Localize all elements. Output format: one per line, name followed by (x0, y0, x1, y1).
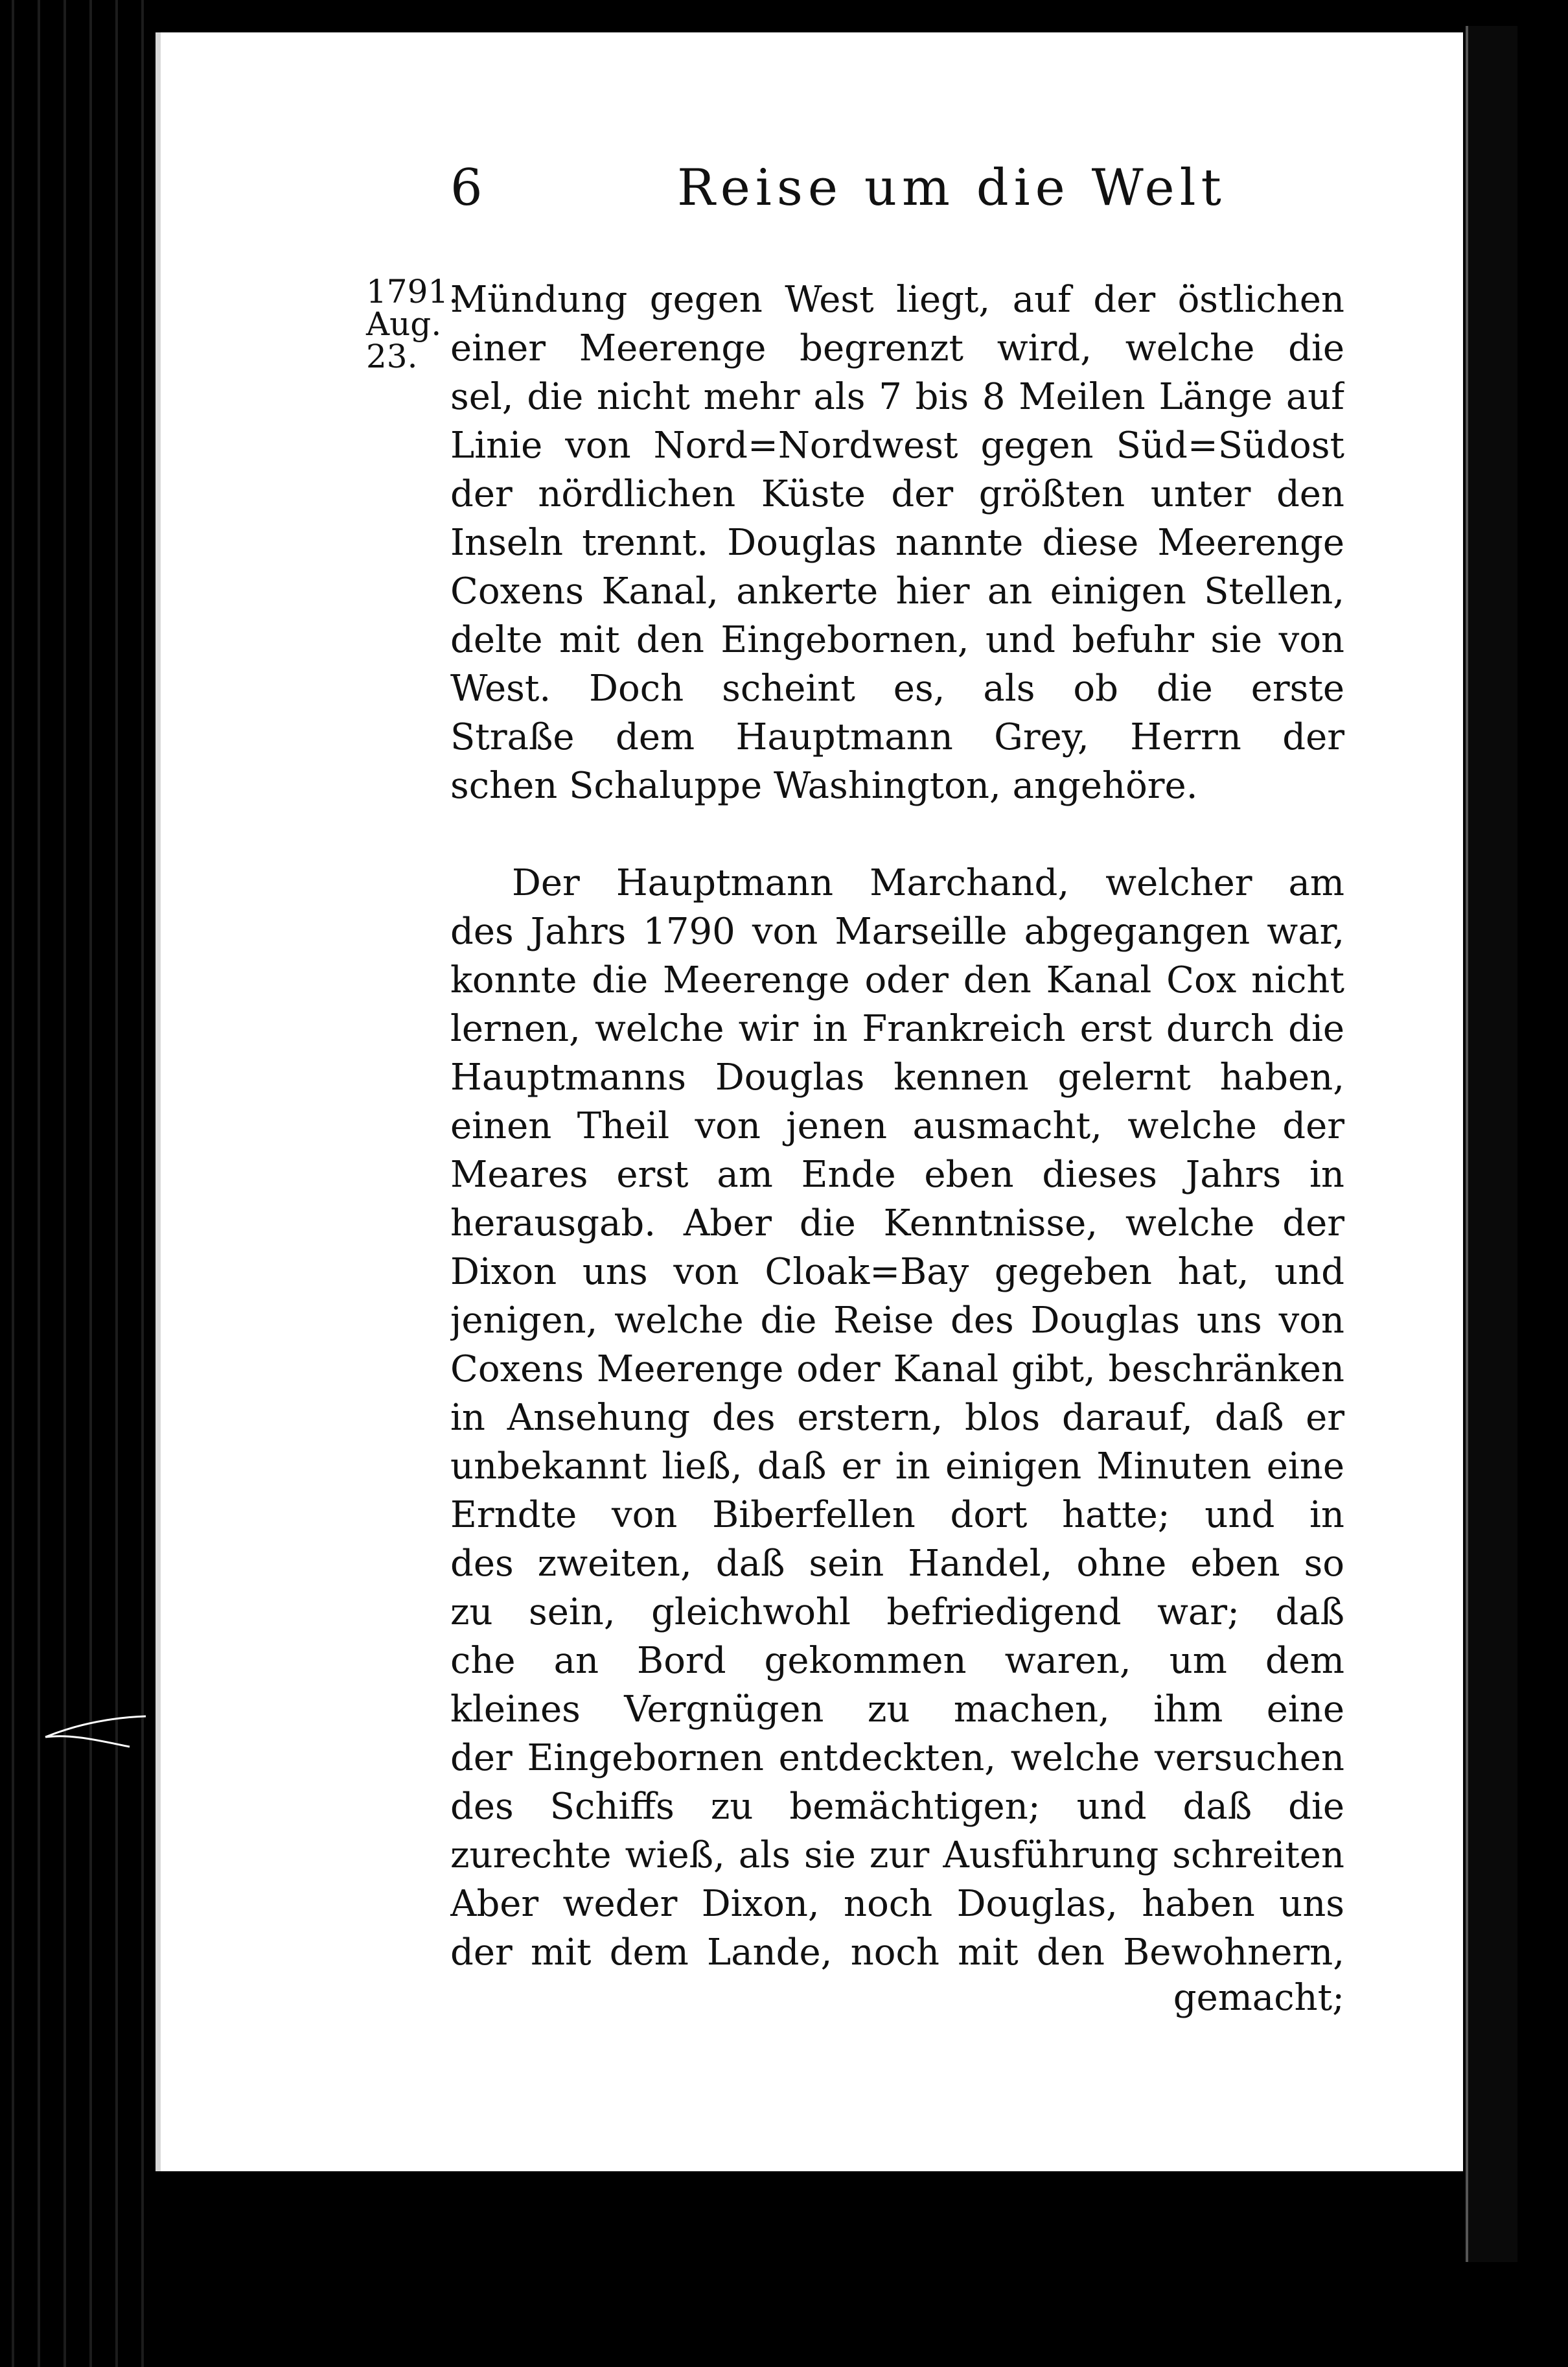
page-number: 6 (450, 159, 483, 217)
text-line: Aber weder Dixon, noch Douglas, haben uns (450, 1883, 1344, 1925)
text-line: des zweiten, daß sein Handel, ohne eben so (450, 1543, 1344, 1585)
text-line: der mit dem Lande, noch mit den Bewohnern, (450, 1931, 1344, 1974)
text-line: der nördlichen Küste der größten unter den (450, 473, 1344, 515)
catchword: gemacht; (1173, 1977, 1344, 2019)
text-line: zu sein, gleichwohl befriedigend war; daß (450, 1591, 1344, 1633)
body-text (450, 275, 1344, 1977)
facing-page-edge (1466, 26, 1520, 2262)
text-line: der Eingebornen entdeckten, welche versuchen (450, 1737, 1344, 1779)
text-line: West. Doch scheint es, als ob die erste (450, 668, 1344, 710)
text-line: einer Meerenge begrenzt wird, welche die (450, 327, 1344, 369)
text-line: Erndte von Biberfellen dort hatte; und in (450, 1494, 1344, 1536)
text-line: Coxens Kanal, ankerte hier an einigen Stellen, (450, 570, 1344, 612)
text-line: sel, die nicht mehr als 7 bis 8 Meilen Länge auf (450, 376, 1344, 418)
text-line: unbekannt ließ, daß er in einigen Minuten eine (450, 1445, 1344, 1487)
page-curl-mark (39, 1711, 149, 1750)
text-line: Linie von Nord=Nordwest gegen Süd=Südost (450, 425, 1344, 467)
text-line: Meares erst am Ende eben dieses Jahrs in (450, 1154, 1344, 1196)
paragraph-1 (450, 275, 1344, 810)
text-line: delte mit den Eingebornen, und befuhr sie von (450, 619, 1344, 661)
page-header (450, 159, 1344, 230)
text-line: Straße dem Hauptmann Grey, Herrn der (450, 716, 1344, 758)
margin-date-note (366, 273, 459, 375)
text-line: herausgab. Aber die Kenntnisse, welche der (450, 1202, 1344, 1244)
running-title: Reise um die Welt (677, 159, 1227, 217)
text-line: Inseln trennt. Douglas nannte diese Meerenge (450, 522, 1344, 564)
book-spine (0, 0, 156, 2367)
text-line: konnte die Meerenge oder den Kanal Cox nicht (450, 959, 1344, 1001)
margin-year: 1791. (366, 273, 459, 310)
text-line: einen Theil von jenen ausmacht, welche der (450, 1105, 1344, 1147)
text-line: lernen, welche wir in Frankreich erst durch die (450, 1008, 1344, 1050)
text-line: schen Schaluppe Washington, angehöre. (450, 765, 1198, 807)
text-line: Mündung gegen West liegt, auf der östlichen (450, 279, 1344, 321)
text-line: jenigen, welche die Reise des Douglas uns von (450, 1300, 1344, 1342)
text-line: in Ansehung des erstern, blos darauf, daß er (450, 1397, 1344, 1439)
text-line: des Jahrs 1790 von Marseille abgegangen war, (450, 911, 1344, 953)
paragraph-gap (450, 810, 1344, 859)
paragraph-2 (450, 859, 1344, 1977)
text-line: Coxens Meerenge oder Kanal gibt, beschränken (450, 1348, 1344, 1390)
right-border (1517, 0, 1568, 2367)
text-line: Dixon uns von Cloak=Bay gegeben hat, und (450, 1251, 1344, 1293)
text-line: des Schiffs zu bemächtigen; und daß die (450, 1786, 1344, 1828)
margin-month: Aug. (366, 305, 442, 343)
margin-day: 23. (366, 338, 418, 375)
text-line: zurechte wieß, als sie zur Ausführung schreiten (450, 1834, 1344, 1876)
text-line: Der Hauptmann Marchand, welcher am (512, 862, 1344, 904)
text-line: Hauptmanns Douglas kennen gelernt haben, (450, 1056, 1344, 1099)
text-line: kleines Vergnügen zu machen, ihm eine (450, 1688, 1344, 1731)
text-line: che an Bord gekommen waren, um dem (450, 1640, 1344, 1682)
